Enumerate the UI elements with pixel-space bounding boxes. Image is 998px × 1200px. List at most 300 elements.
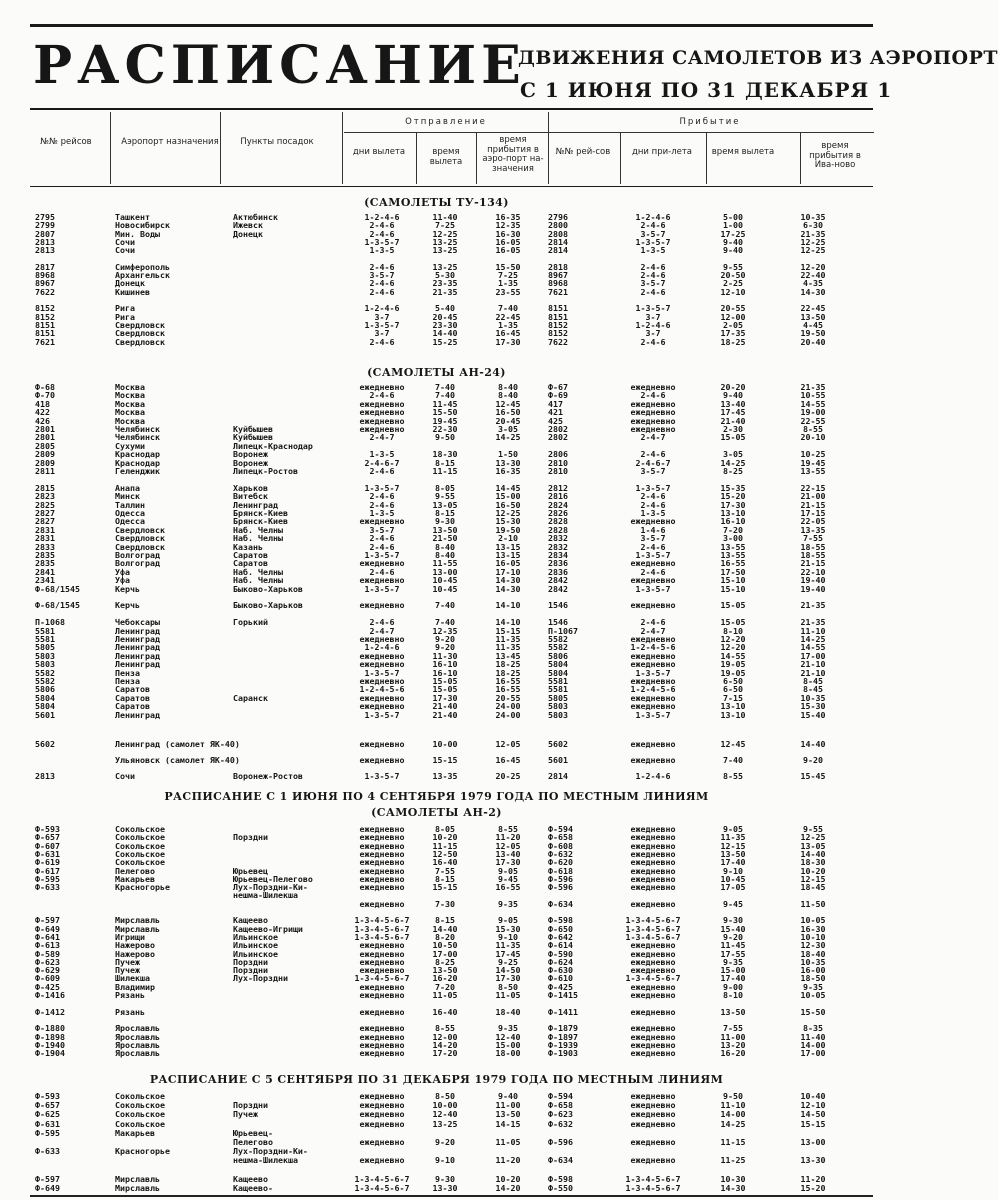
dest-arrival-time-cell: 16-35 [495, 466, 521, 476]
stops-cell: Куйбышев [233, 424, 273, 434]
return-dep-time-cell: 3-00 [723, 533, 743, 544]
stops-cell: Порздни [233, 1100, 268, 1111]
destination-cell: Сочи [115, 245, 135, 256]
destination-cell: Ярославль [115, 1039, 160, 1050]
arr-days-cell: ежедневно [630, 659, 676, 670]
dest-arrival-time-cell: 24-00 [495, 701, 521, 712]
dest-arrival-time-cell: 13-15 [495, 550, 521, 560]
return-flight-no-cell: 2832 [548, 541, 568, 552]
return-dep-time-cell: 12-15 [720, 840, 746, 851]
return-dep-time-cell: 7-40 [723, 755, 743, 765]
return-dep-time-cell: 9-40 [723, 245, 743, 256]
dep-days-cell: ежедневно [359, 516, 405, 527]
dep-time-cell: 11-15 [432, 466, 458, 476]
arr-days-cell: ежедневно [630, 1155, 676, 1166]
dep-days-cell: ежедневно [359, 1048, 405, 1059]
stops-cell: Быково-Харьков [233, 583, 303, 594]
dep-time-cell: 12-40 [432, 1109, 458, 1120]
ivanovo-arrival-time-cell: 8-45 [803, 684, 823, 695]
section-title: (САМОЛЕТЫ АН-24) [367, 366, 506, 379]
dep-days-cell: 1-3-5 [369, 245, 395, 256]
flight-no-cell: 2813 [35, 245, 55, 256]
destination-cell: Рязань [115, 990, 145, 1000]
dest-arrival-time-cell: 9-25 [498, 956, 518, 967]
return-flight-no-cell: Ф-642 [548, 931, 573, 942]
col-dep-arrival-time: время прибытия в аэро-порт на-значения [482, 135, 544, 174]
dep-days-cell: 2-4-6 [369, 286, 395, 297]
ivanovo-arrival-time-cell: 11-10 [800, 625, 826, 636]
arr-days-cell: 1-3-4-5-6-7 [625, 931, 681, 942]
dep-time-cell: 8-50 [435, 1091, 455, 1101]
dep-days-cell: ежедневно [359, 600, 405, 611]
dep-time-cell: 12-00 [432, 1031, 458, 1042]
destination-cell: Красногорье [115, 1146, 170, 1157]
arr-days-cell: ежедневно [630, 739, 676, 749]
ivanovo-arrival-time-cell: 17-00 [800, 1048, 826, 1059]
flight-no-cell: 418 [35, 398, 50, 409]
arr-days-cell: ежедневно [630, 1100, 676, 1111]
return-flight-no-cell: 1546 [548, 617, 568, 628]
ivanovo-arrival-time-cell: 22-55 [800, 415, 826, 426]
dep-days-cell: 1-3-5 [369, 508, 395, 518]
return-dep-time-cell: 17-55 [720, 948, 746, 959]
stops-cell: Кащеево [233, 1173, 268, 1184]
col-dep-days: дни вылета [352, 147, 406, 157]
dep-days-cell: ежедневно [359, 990, 405, 1000]
dep-time-cell: 12-25 [432, 228, 458, 239]
dep-days-cell: 1-2-4-5-6 [359, 684, 405, 695]
dep-time-cell: 9-50 [435, 432, 455, 443]
dep-days-cell: ежедневно [359, 659, 405, 670]
stops-cell: Харьков [233, 482, 268, 493]
group-divider [344, 132, 874, 133]
dep-time-cell: 10-20 [432, 832, 458, 843]
dest-arrival-time-cell: 15-00 [495, 1039, 521, 1050]
dep-time-cell: 8-15 [435, 457, 455, 468]
destination-cell: Кишинев [115, 286, 150, 297]
return-flight-no-cell: Ф-590 [548, 948, 573, 959]
dest-arrival-time-cell: 16-55 [495, 882, 521, 893]
dep-time-cell: 9-20 [435, 634, 455, 644]
flight-no-cell: Ф-1412 [35, 1006, 65, 1017]
flight-no-cell: 8152 [35, 311, 55, 322]
dep-time-cell: 18-30 [432, 449, 458, 460]
ivanovo-arrival-time-cell: 4-35 [803, 278, 823, 289]
arr-days-cell: 3-5-7 [640, 228, 666, 239]
destination-cell: Челябинск [115, 424, 160, 434]
destination-cell: Ярославль [115, 1048, 160, 1059]
dep-time-cell: 9-30 [435, 516, 455, 527]
flight-no-cell: 5803 [35, 650, 55, 661]
return-flight-no-cell: 2834 [548, 550, 568, 560]
return-flight-no-cell: 5804 [548, 667, 568, 678]
flight-no-cell: Ф-619 [35, 857, 60, 868]
return-dep-time-cell: 7-20 [723, 524, 743, 535]
return-dep-time-cell: 17-45 [720, 407, 746, 418]
return-dep-time-cell: 9-20 [723, 931, 743, 942]
stops-cell: Порздни [233, 956, 268, 967]
dep-days-cell: ежедневно [359, 824, 405, 834]
ivanovo-arrival-time-cell: 10-35 [800, 956, 826, 967]
dest-arrival-time-cell: 9-35 [498, 1023, 518, 1034]
stops-cell: Ильинское [233, 948, 278, 959]
dep-time-cell: 21-40 [432, 701, 458, 712]
flight-no-cell: П-1068 [35, 617, 65, 628]
return-flight-no-cell: Ф-1415 [548, 990, 578, 1000]
destination-cell: Ярославль [115, 1031, 160, 1042]
dep-days-cell: 1-3-5-7 [364, 482, 400, 493]
return-flight-no-cell: П-1067 [548, 625, 578, 636]
flight-no-cell: Ф-617 [35, 865, 60, 876]
dep-days-cell: ежедневно [359, 882, 405, 893]
return-flight-no-cell: 2842 [548, 583, 568, 594]
dep-time-cell: 8-55 [435, 1023, 455, 1034]
dest-arrival-time-cell: 7-25 [498, 270, 518, 281]
flight-no-cell: Ф-597 [35, 915, 60, 926]
destination-cell: Ярославль [115, 1023, 160, 1034]
return-flight-no-cell: 2796 [548, 212, 568, 222]
stops-cell: Саратов [233, 550, 268, 560]
dep-time-cell: 12-35 [432, 625, 458, 636]
ivanovo-arrival-time-cell: 15-50 [800, 1006, 826, 1017]
ivanovo-arrival-time-cell: 10-05 [800, 915, 826, 926]
ivanovo-arrival-time-cell: 14-55 [800, 398, 826, 409]
destination-cell: Свердловск [115, 524, 165, 535]
return-dep-time-cell: 7-15 [723, 692, 743, 703]
dest-arrival-time-cell: 15-15 [495, 625, 521, 636]
destination-cell: Мин. Воды [115, 228, 160, 239]
arr-days-cell: 2-4-7 [640, 432, 666, 443]
destination-cell: Симферополь [115, 261, 170, 272]
dep-days-cell: 1-3-4-5-6-7 [354, 923, 410, 934]
destination-cell: Сухуми [115, 440, 145, 451]
flight-no-cell: 5804 [35, 701, 55, 712]
destination-cell: Ульяновск (самолет ЯК-40) [115, 755, 240, 765]
dest-arrival-time-cell: 11-05 [495, 990, 521, 1000]
destination-cell: Одесса [115, 508, 145, 518]
return-flight-no-cell: 2802 [548, 432, 568, 443]
ivanovo-arrival-time-cell: 11-20 [800, 1173, 826, 1184]
return-dep-time-cell: 17-40 [720, 973, 746, 984]
dep-days-cell: ежедневно [359, 1031, 405, 1042]
dep-time-cell: 11-15 [432, 840, 458, 851]
dest-arrival-time-cell: 12-40 [495, 1031, 521, 1042]
dep-days-cell: ежедневно [359, 865, 405, 876]
arr-days-cell: ежедневно [630, 398, 676, 409]
dep-time-cell: 14-40 [432, 328, 458, 339]
return-flight-no-cell: 2810 [548, 457, 568, 468]
return-flight-no-cell: 1546 [548, 600, 568, 611]
ivanovo-arrival-time-cell: 15-45 [800, 771, 826, 781]
return-flight-no-cell: 2810 [548, 466, 568, 476]
destination-cell: Одесса [115, 516, 145, 527]
dest-arrival-time-cell: 11-35 [495, 642, 521, 653]
stops-cell: Брянск-Киев [233, 516, 288, 527]
dep-days-cell: ежедневно [359, 1155, 405, 1166]
ivanovo-arrival-time-cell: 4-45 [803, 319, 823, 330]
dest-arrival-time-cell: 12-05 [495, 840, 521, 851]
return-flight-no-cell: Ф-634 [548, 898, 573, 909]
dep-time-cell: 7-30 [435, 898, 455, 909]
dest-arrival-time-cell: 15-30 [495, 923, 521, 934]
return-dep-time-cell: 9-40 [723, 236, 743, 247]
ivanovo-arrival-time-cell: 19-40 [800, 583, 826, 594]
destination-cell: Геленджик [115, 466, 160, 476]
return-dep-time-cell: 12-45 [720, 739, 746, 749]
col-divider [620, 133, 621, 184]
destination-cell: Ленинград [115, 650, 160, 661]
dep-days-cell: ежедневно [359, 956, 405, 967]
table-row [0, 1156, 873, 1165]
arr-days-cell: ежедневно [630, 382, 676, 392]
return-flight-no-cell: 2806 [548, 449, 568, 460]
return-flight-no-cell: 5804 [548, 659, 568, 670]
dep-days-cell: 3-7 [374, 311, 390, 322]
destination-cell: Рига [115, 311, 135, 322]
return-dep-time-cell: 11-15 [720, 1137, 746, 1147]
ivanovo-arrival-time-cell: 12-15 [800, 873, 826, 884]
dep-days-cell: ежедневно [359, 1137, 405, 1147]
dest-arrival-time-cell: 9-45 [498, 873, 518, 884]
dest-arrival-time-cell: 23-55 [495, 286, 521, 297]
return-dep-time-cell: 15-40 [720, 923, 746, 934]
stops-cell: Порздни [233, 965, 268, 976]
ivanovo-arrival-time-cell: 10-20 [800, 865, 826, 876]
dep-time-cell: 13-50 [432, 965, 458, 976]
dep-time-cell: 10-00 [432, 1100, 458, 1111]
ivanovo-arrival-time-cell: 8-35 [803, 1023, 823, 1034]
return-flight-no-cell: Ф-658 [548, 832, 573, 843]
flight-no-cell: 8151 [35, 328, 55, 339]
flight-no-cell: 2813 [35, 236, 55, 247]
dep-days-cell: 2-4-6 [369, 566, 395, 577]
col-divider [342, 112, 343, 184]
dep-time-cell: 8-05 [435, 482, 455, 493]
destination-cell: Ленинград (самолет ЯК-40) [115, 739, 240, 749]
stops-cell: Юрьевец [233, 865, 268, 876]
stops-cell: Наб. Челны [233, 524, 283, 535]
return-flight-no-cell: Ф-624 [548, 956, 573, 967]
flight-no-cell: Ф-657 [35, 832, 60, 843]
arr-days-cell: 3-7 [645, 311, 661, 322]
return-dep-time-cell: 18-25 [720, 336, 746, 347]
dep-time-cell: 16-10 [432, 659, 458, 670]
dep-time-cell: 7-40 [435, 390, 455, 401]
return-dep-time-cell: 16-20 [720, 1048, 746, 1059]
stops-cell: Пелегово [233, 1137, 273, 1147]
dest-arrival-time-cell: 11-35 [495, 940, 521, 951]
arr-days-cell: 2-4-6 [640, 491, 666, 502]
ivanovo-arrival-time-cell: 16-30 [800, 923, 826, 934]
dep-time-cell: 13-35 [432, 771, 458, 781]
dep-days-cell: ежедневно [359, 382, 405, 392]
dep-time-cell: 17-30 [432, 692, 458, 703]
table-row [0, 772, 873, 781]
return-flight-no-cell: Ф-598 [548, 915, 573, 926]
return-dep-time-cell: 2-25 [723, 278, 743, 289]
arr-days-cell: ежедневно [630, 965, 676, 976]
ivanovo-arrival-time-cell: 10-55 [800, 390, 826, 401]
ivanovo-arrival-time-cell: 16-00 [800, 965, 826, 976]
dep-days-cell: ежедневно [359, 407, 405, 418]
col-arr-arrival-time: время прибытия в Ива-ново [809, 141, 861, 170]
destination-cell: Саратов [115, 692, 150, 703]
dep-time-cell: 13-05 [432, 499, 458, 510]
return-dep-time-cell: 2-30 [723, 424, 743, 434]
return-dep-time-cell: 14-30 [720, 1183, 746, 1193]
dep-days-cell: 1-2-4-6 [364, 642, 400, 653]
flight-no-cell: Ф-633 [35, 1146, 60, 1157]
stops-cell: Лух-Порздни-Ки- [233, 882, 308, 893]
destination-cell: Свердловск [115, 319, 165, 330]
return-flight-no-cell: Ф-1411 [548, 1006, 578, 1017]
return-flight-no-cell: Ф-634 [548, 1155, 573, 1166]
return-dep-time-cell: 20-55 [720, 303, 746, 314]
stops-cell: Саратов [233, 558, 268, 569]
return-flight-no-cell: Ф-650 [548, 923, 573, 934]
dep-days-cell: ежедневно [359, 1118, 405, 1129]
arr-days-cell: 1-3-4-5-6-7 [625, 923, 681, 934]
dep-time-cell: 9-30 [435, 1173, 455, 1184]
return-flight-no-cell: Ф-658 [548, 1100, 573, 1111]
flight-no-cell: 2811 [35, 466, 55, 476]
destination-cell: Мирславль [115, 1183, 160, 1193]
return-flight-no-cell: 2814 [548, 245, 568, 256]
return-flight-no-cell: 5581 [548, 684, 568, 695]
return-dep-time-cell: 11-35 [720, 832, 746, 843]
dep-days-cell: 2-4-7 [369, 625, 395, 636]
flight-no-cell: 5805 [35, 642, 55, 653]
ivanovo-arrival-time-cell: 18-40 [800, 948, 826, 959]
arr-days-cell: 2-4-6 [640, 220, 666, 231]
ivanovo-arrival-time-cell: 19-45 [800, 457, 826, 468]
arr-days-cell: ежедневно [630, 692, 676, 703]
return-dep-time-cell: 10-30 [720, 1173, 746, 1184]
dep-time-cell: 10-00 [432, 739, 458, 749]
ivanovo-arrival-time-cell: 13-00 [800, 1137, 826, 1147]
return-dep-time-cell: 13-40 [720, 398, 746, 409]
ivanovo-arrival-time-cell: 6-30 [803, 220, 823, 231]
col-divider [800, 133, 801, 184]
dep-days-cell: 2-4-6 [369, 499, 395, 510]
destination-cell: Ленинград [115, 709, 160, 720]
destination-cell: Свердловск [115, 328, 165, 339]
ivanovo-arrival-time-cell: 18-45 [800, 882, 826, 893]
stops-cell: Куйбышев [233, 432, 273, 443]
dep-days-cell: ежедневно [359, 424, 405, 434]
return-dep-time-cell: 14-00 [720, 1109, 746, 1120]
ivanovo-arrival-time-cell: 10-40 [800, 1091, 826, 1101]
arr-days-cell: 2-4-6 [640, 270, 666, 281]
dep-days-cell: 1-2-4-6 [364, 303, 400, 314]
ivanovo-arrival-time-cell: 7-55 [803, 533, 823, 544]
dep-days-cell: 1-2-4-6 [364, 212, 400, 222]
arr-days-cell: 1-3-5-7 [635, 236, 671, 247]
return-flight-no-cell: 5805 [548, 692, 568, 703]
dep-days-cell: ежедневно [359, 873, 405, 884]
arr-days-cell: ежедневно [630, 1118, 676, 1129]
ivanovo-arrival-time-cell: 22-05 [800, 516, 826, 527]
dep-days-cell: 1-3-4-5-6-7 [354, 931, 410, 942]
flight-no-cell: 8152 [35, 303, 55, 314]
dest-arrival-time-cell: 17-30 [495, 973, 521, 984]
dest-arrival-time-cell: 16-50 [495, 499, 521, 510]
arr-days-cell: 2-4-6 [640, 390, 666, 401]
destination-cell: Ленинград [115, 634, 160, 644]
dep-days-cell: 2-4-6 [369, 336, 395, 347]
ivanovo-arrival-time-cell: 18-55 [800, 541, 826, 552]
return-flight-no-cell: Ф-69 [548, 390, 568, 401]
return-flight-no-cell: 5803 [548, 701, 568, 712]
stops-cell: Донецк [233, 228, 263, 239]
destination-cell: Ташкент [115, 212, 150, 222]
flight-no-cell: Ф-425 [35, 981, 60, 992]
dest-arrival-time-cell: 16-45 [495, 328, 521, 339]
stops-cell: Воронеж [233, 449, 268, 460]
return-flight-no-cell: Ф-550 [548, 1183, 573, 1193]
dest-arrival-time-cell: 3-05 [498, 424, 518, 434]
return-flight-no-cell: 5601 [548, 755, 568, 765]
ivanovo-arrival-time-cell: 19-50 [800, 328, 826, 339]
dest-arrival-time-cell: 2-10 [498, 533, 518, 544]
return-flight-no-cell: 8151 [548, 303, 568, 314]
return-dep-time-cell: 9-35 [723, 956, 743, 967]
flight-no-cell: 2815 [35, 482, 55, 493]
dep-time-cell: 11-30 [432, 650, 458, 661]
stops-cell: Воронеж-Ростов [233, 771, 303, 781]
dep-time-cell: 7-40 [435, 617, 455, 628]
return-dep-time-cell: 13-10 [720, 508, 746, 518]
return-flight-no-cell: 7622 [548, 336, 568, 347]
flight-no-cell: Ф-649 [35, 1183, 60, 1193]
flight-no-cell: 422 [35, 407, 50, 418]
destination-cell: Нажерово [115, 940, 155, 951]
dep-days-cell: 1-3-5-7 [364, 583, 400, 594]
flight-no-cell: 8968 [35, 270, 55, 281]
page-title: РАСПИСАНИЕ [33, 35, 526, 96]
return-flight-no-cell: 2832 [548, 533, 568, 544]
flight-no-cell: 8967 [35, 278, 55, 289]
ivanovo-arrival-time-cell: 10-25 [800, 449, 826, 460]
arr-days-cell: ежедневно [630, 898, 676, 909]
dest-arrival-time-cell: 16-05 [495, 245, 521, 256]
destination-cell: Сокольское [115, 848, 165, 859]
destination-cell: Чебоксары [115, 617, 160, 628]
dep-time-cell: 5-30 [435, 270, 455, 281]
destination-cell: Сокольское [115, 832, 165, 843]
col-flight-no: №№ рейсов [40, 137, 92, 147]
dep-days-cell: ежедневно [359, 940, 405, 951]
arr-days-cell: ежедневно [630, 824, 676, 834]
dest-arrival-time-cell: 12-25 [495, 508, 521, 518]
ivanovo-arrival-time-cell: 19-00 [800, 407, 826, 418]
dest-arrival-time-cell: 9-35 [498, 898, 518, 909]
destination-cell: Керчь [115, 600, 140, 611]
destination-cell: Сокольское [115, 857, 165, 868]
dest-arrival-time-cell: 1-50 [498, 449, 518, 460]
return-flight-no-cell: 2842 [548, 575, 568, 586]
dep-time-cell: 19-45 [432, 415, 458, 426]
flight-no-cell: Ф-609 [35, 973, 60, 984]
return-dep-time-cell: 13-20 [720, 1039, 746, 1050]
return-flight-no-cell: 2808 [548, 228, 568, 239]
destination-cell: Нажерово [115, 948, 155, 959]
return-flight-no-cell: 2812 [548, 482, 568, 493]
stops-cell: нешма-Шилекша [233, 890, 298, 901]
dep-days-cell: 2-4-6 [369, 261, 395, 272]
dest-arrival-time-cell: 13-50 [495, 1109, 521, 1120]
dest-arrival-time-cell: 12-45 [495, 398, 521, 409]
